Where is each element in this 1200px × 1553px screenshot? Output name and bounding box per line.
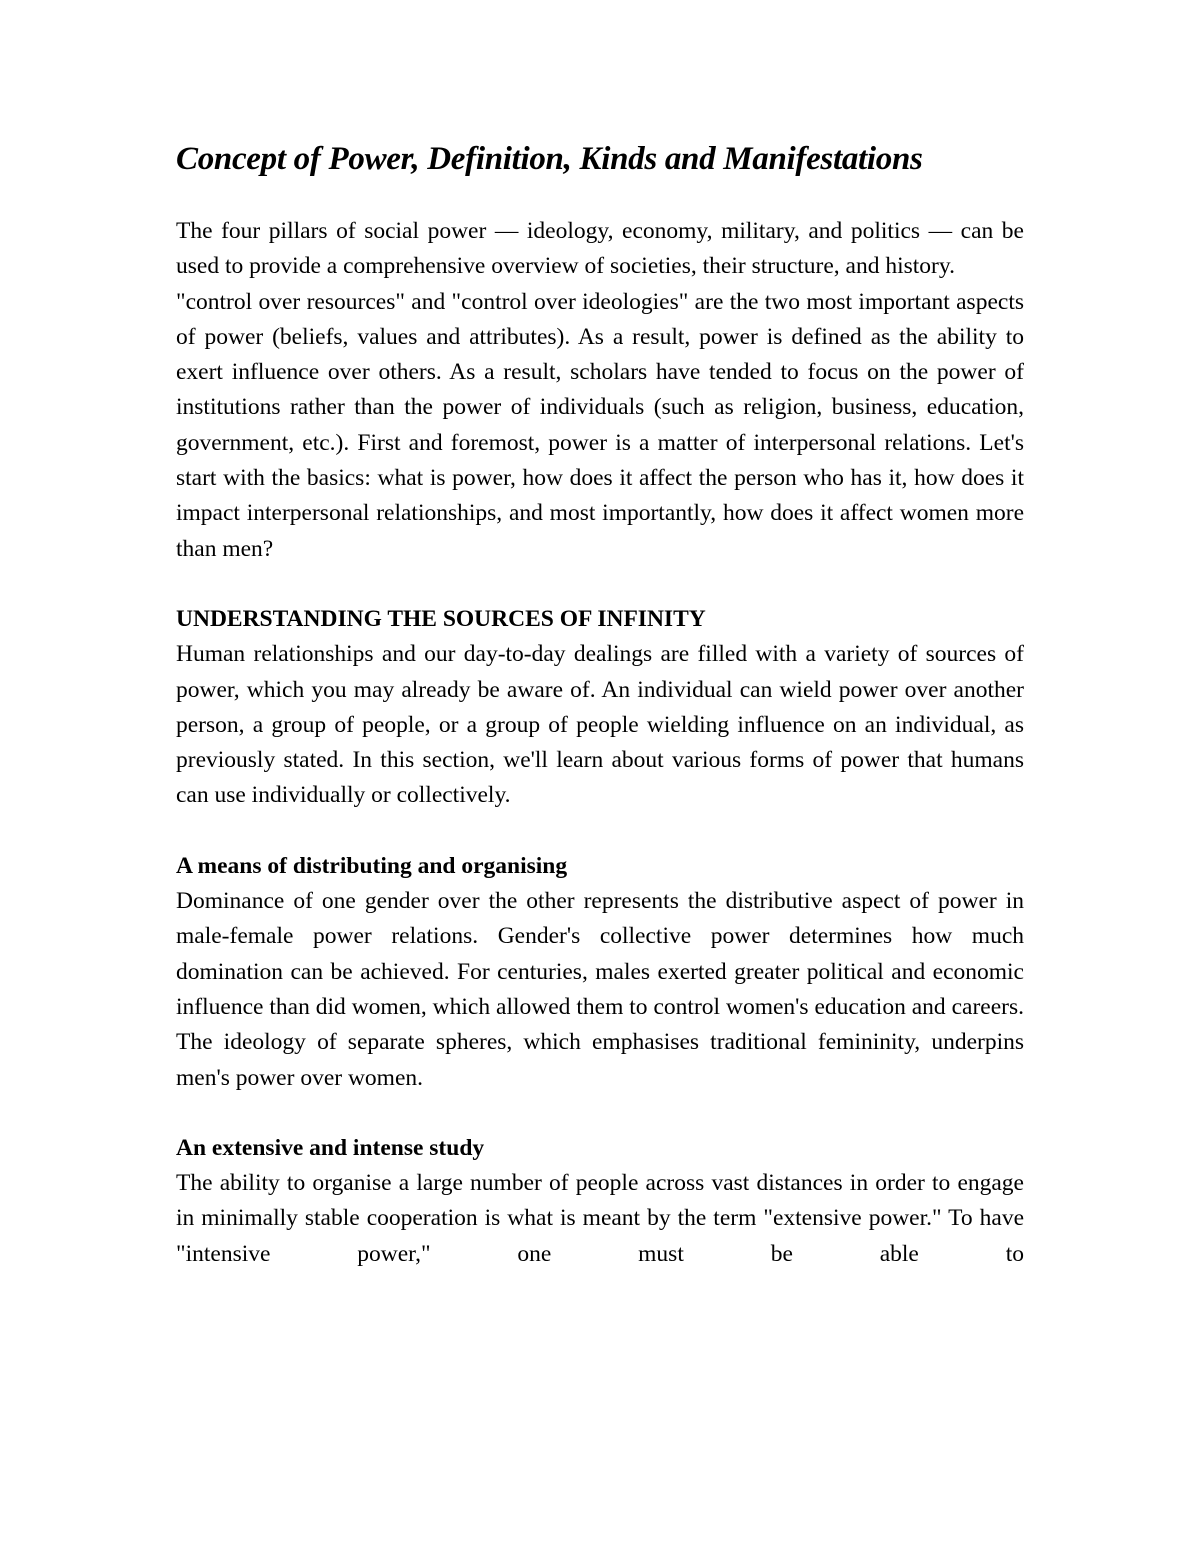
paragraph-spacer xyxy=(176,814,1024,849)
paragraph-spacer xyxy=(176,567,1024,602)
section-heading-distributing: A means of distributing and organising xyxy=(176,852,568,879)
section-heading-extensive: An extensive and intense study xyxy=(176,1134,485,1161)
intro-paragraph-2: "control over resources" and "control over ideologies" are the two most important aspects of power (beliefs, values and attributes). As a result, power is defined as the ability to exert influence over others. As a result, scholars have tended to focus on the power of institutions rather than the power of individuals (such as religion, business, education, government, etc.). First and foremost, power is a matter of interpersonal relations. Let's start with the basics: what is power, how does it affect the person who has it, how does it impact interpersonal relationships, and most importantly, how does it affect women more than men? xyxy=(176,288,1024,562)
section-body-extensive: The ability to organise a large number of people across vast distances in order to engage in minimally stable cooperation is what is meant by the term "extensive power." To have "intensive power," one must be able to xyxy=(176,1170,1024,1267)
section-body-distributing: Dominance of one gender over the other represents the distributive aspect of power in male-female power relations. Gender's collective power determines how much domination can be achieved. For centuries, males exerted greater political and economic influence than did women, which allowed them to control women's education and careers. The ideology of separate spheres, which emphasises traditional femininity, underpins men's power over women. xyxy=(176,888,1024,1091)
paragraph-spacer xyxy=(176,1096,1024,1131)
section-heading-sources: UNDERSTANDING THE SOURCES OF INFINITY xyxy=(176,605,706,632)
document-body xyxy=(176,136,1024,1272)
intro-paragraph-1: The four pillars of social power — ideology, economy, military, and politics — can be used to provide a comprehensive overview of societies, their structure, and history. xyxy=(176,218,1024,280)
document-title: Concept of Power, Definition, Kinds and Manifestations xyxy=(176,141,923,177)
section-body-sources: Human relationships and our day-to-day dealings are filled with a variety of sources of power, which you may already be aware of. An individual can wield power over another person, a group of people, or a group of people wielding influence on an individual, as previously stated. In this section, we'll learn about various forms of power that humans can use individually or collectively. xyxy=(176,641,1024,809)
